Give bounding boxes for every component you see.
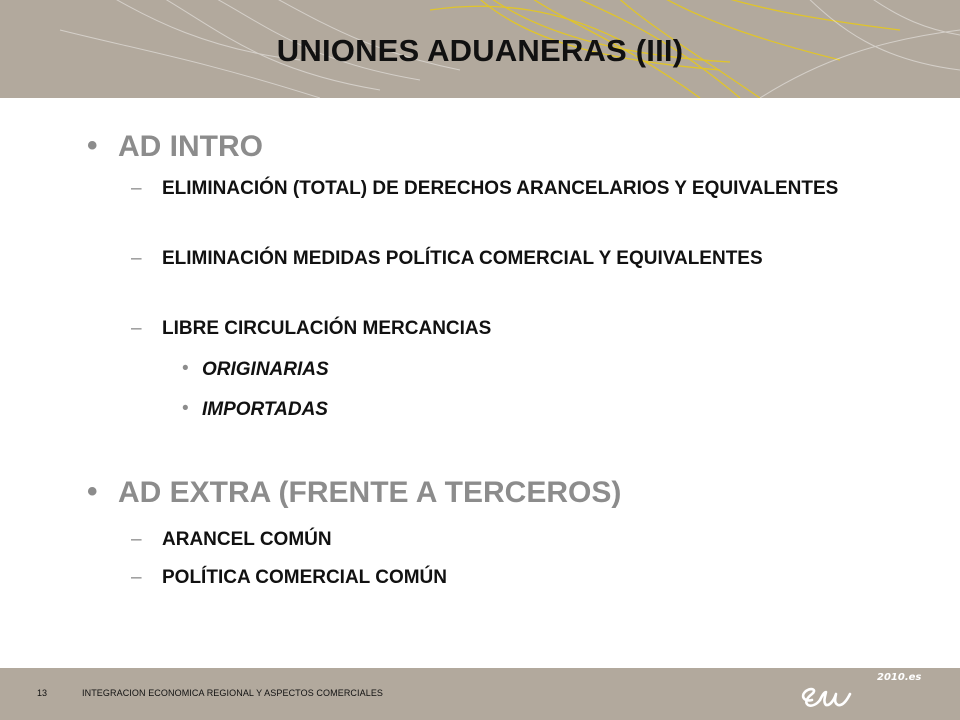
dash-icon: – xyxy=(131,529,142,550)
page-number: 13 xyxy=(37,688,48,698)
list-item: – POLÍTICA COMERCIAL COMÚN xyxy=(131,565,871,591)
dash-icon: – xyxy=(131,178,142,199)
list-item: – ARANCEL COMÚN xyxy=(131,527,871,553)
footer-text: INTEGRACION ECONOMICA REGIONAL Y ASPECTOS COMERCIALES xyxy=(82,688,384,698)
slide-content: • AD INTRO – ELIMINACIÓN (TOTAL) DE DERECHOS ARANCELARIOS Y EQUIVALENTES – ELIMINACIÓN MEDIDAS POLÍTICA COMERCIAL Y EQUIVALENTES – LIBRE CIRCULACIÓN MERCANCIAS • ORIGINARIAS • IMPORTADAS • AD EXTRA (FRENTE A TERCEROS) – ARANCEL COMÚN – POLÍTICA COMERCIAL COMÚN xyxy=(0,98,960,668)
slide-title: UNIONES ADUANERAS (III) xyxy=(276,33,684,68)
bullet-icon: • xyxy=(182,358,189,379)
bullet-icon: • xyxy=(87,475,98,508)
list-item: – LIBRE CIRCULACIÓN MERCANCIAS xyxy=(131,316,871,342)
bullet-icon: • xyxy=(182,398,189,419)
header-band xyxy=(0,0,960,98)
dash-icon: – xyxy=(131,318,142,339)
dash-icon: – xyxy=(131,248,142,269)
list-item: – ELIMINACIÓN (TOTAL) DE DERECHOS ARANCELARIOS Y EQUIVALENTES xyxy=(131,176,871,202)
bullet-icon: • xyxy=(87,129,98,162)
eu-presidency-logo-icon xyxy=(790,672,880,716)
list-item: – ELIMINACIÓN MEDIDAS POLÍTICA COMERCIAL Y EQUIVALENTES xyxy=(131,246,871,272)
footer-band xyxy=(0,668,960,720)
dash-icon: – xyxy=(131,567,142,588)
logo-text: 2010.es xyxy=(877,672,922,683)
